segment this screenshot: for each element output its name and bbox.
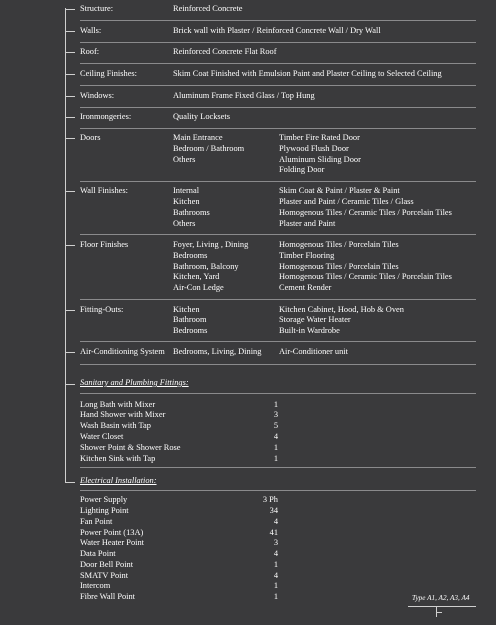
- aircon-finish: Air-Conditioner unit: [279, 347, 348, 356]
- wall-finish: Plaster and Paint: [279, 219, 336, 228]
- floor-area: Foyer, Living , Dining: [173, 240, 249, 249]
- bullet-tick: [65, 310, 75, 311]
- electrical-item-name: SMATV Point: [80, 571, 129, 580]
- sanitary-item-name: Shower Point & Shower Rose: [80, 443, 181, 452]
- floor-finish: Cement Render: [279, 283, 332, 292]
- bullet-tick: [65, 245, 75, 246]
- aircon-area: Bedrooms, Living, Dining: [173, 347, 262, 356]
- doors-finish: Timber Fire Rated Door: [279, 133, 360, 142]
- wall-area: Kitchen: [173, 197, 200, 206]
- electrical-item-name: Door Bell Point: [80, 560, 134, 569]
- floor-area: Bathroom, Balcony: [173, 262, 239, 271]
- spec-value-structure: Reinforced Concrete: [173, 4, 243, 13]
- electrical-item-qty: 4: [273, 571, 278, 580]
- divider: [80, 63, 476, 64]
- section-label-wall-finishes: Wall Finishes:: [80, 186, 128, 195]
- wall-area: Internal: [173, 186, 200, 195]
- spec-value-windows: Aluminum Frame Fixed Glass / Top Hung: [173, 91, 315, 100]
- electrical-item-name: Intercom: [80, 581, 111, 590]
- floor-finish: Homogenous Tiles / Porcelain Tiles: [279, 262, 399, 271]
- section-label-doors: Doors: [80, 133, 101, 142]
- fitting-area: Bathroom: [173, 315, 207, 324]
- spec-value-walls: Brick wall with Plaster / Reinforced Concrete Wall / Dry Wall: [173, 26, 381, 35]
- electrical-item-qty: 3 Ph: [262, 495, 278, 504]
- doors-area: Bedroom / Bathroom: [173, 144, 245, 153]
- section-label-aircon: Air-Conditioning System: [80, 347, 165, 356]
- divider: [80, 299, 476, 300]
- divider: [80, 467, 476, 468]
- floor-finish: Timber Flooring: [279, 251, 335, 260]
- divider: [80, 490, 476, 491]
- sanitary-item-name: Kitchen Sink with Tap: [80, 454, 156, 463]
- bullet-tick: [65, 52, 75, 53]
- divider: [80, 364, 476, 365]
- floor-area: Air-Con Ledge: [173, 283, 224, 292]
- divider: [80, 128, 476, 129]
- sanitary-item-qty: 3: [273, 410, 278, 419]
- fitting-finish: Kitchen Cabinet, Hood, Hob & Oven: [279, 305, 404, 314]
- divider: [80, 107, 476, 108]
- sanitary-heading: Sanitary and Plumbing Fittings:: [80, 378, 189, 387]
- section-label-floor-finishes: Floor Finishes: [80, 240, 129, 249]
- spec-value-ironmongeries: Quality Locksets: [173, 112, 230, 121]
- bullet-tick: [65, 138, 75, 139]
- sanitary-item-qty: 5: [273, 421, 278, 430]
- tag-underline: [408, 606, 476, 607]
- floor-finish: Homogenous Tiles / Porcelain Tiles: [279, 240, 399, 249]
- doors-area: Main Entrance: [173, 133, 223, 142]
- divider: [80, 393, 476, 394]
- wall-finish: Homogenous Tiles / Ceramic Tiles / Porcelain Tiles: [279, 208, 452, 217]
- sanitary-item-name: Long Bath with Mixer: [80, 400, 156, 409]
- spec-label-ceiling: Ceiling Finishes:: [80, 69, 138, 78]
- sanitary-item-name: Wash Basin with Tap: [80, 421, 151, 430]
- divider: [80, 42, 476, 43]
- spec-label-windows: Windows:: [80, 91, 115, 100]
- spec-label-ironmongeries: Ironmongeries:: [80, 112, 132, 121]
- wall-finish: Skim Coat & Paint / Plaster & Paint: [279, 186, 400, 195]
- fitting-finish: Storage Water Heater: [279, 315, 351, 324]
- electrical-item-qty: 4: [273, 549, 278, 558]
- sanitary-item-name: Water Closet: [80, 432, 124, 441]
- spec-label-structure: Structure:: [80, 4, 114, 13]
- fitting-area: Bedrooms: [173, 326, 208, 335]
- spec-value-ceiling: Skim Coat Finished with Emulsion Paint and Plaster Ceiling to Selected Ceiling: [173, 69, 442, 78]
- electrical-item-qty: 41: [269, 528, 278, 537]
- electrical-item-name: Data Point: [80, 549, 116, 558]
- doors-finish: Aluminum Sliding Door: [279, 155, 361, 164]
- wall-area: Bathrooms: [173, 208, 210, 217]
- bullet-tick: [65, 74, 75, 75]
- wall-area: Others: [173, 219, 196, 228]
- divider: [80, 234, 476, 235]
- bullet-tick: [65, 384, 75, 385]
- bullet-tick: [65, 96, 75, 97]
- floor-area: Bedrooms: [173, 251, 208, 260]
- divider: [80, 85, 476, 86]
- sanitary-item-qty: 1: [273, 443, 278, 452]
- divider: [80, 341, 476, 342]
- electrical-item-name: Lighting Point: [80, 506, 129, 515]
- section-label-fitting-outs: Fitting-Outs:: [80, 305, 124, 314]
- electrical-item-name: Power Point (13A): [80, 528, 144, 537]
- electrical-item-name: Fibre Wall Point: [80, 592, 136, 601]
- sanitary-item-qty: 1: [273, 454, 278, 463]
- floor-area: Kitchen, Yard: [173, 272, 220, 281]
- wall-finish: Plaster and Paint / Ceramic Tiles / Glass: [279, 197, 414, 206]
- bullet-tick: [65, 31, 75, 32]
- bullet-tick: [65, 117, 75, 118]
- doors-finish: Folding Door: [279, 165, 325, 174]
- electrical-item-name: Power Supply: [80, 495, 128, 504]
- unit-type-tag: Type A1, A2, A3, A4: [412, 594, 470, 602]
- bullet-tick: [65, 9, 75, 10]
- fitting-finish: Built-in Wardrobe: [279, 326, 340, 335]
- divider: [80, 20, 476, 21]
- sanitary-item-qty: 1: [273, 400, 278, 409]
- electrical-item-qty: 3: [273, 538, 278, 547]
- floor-finish: Homogenous Tiles / Ceramic Tiles / Porcelain Tiles: [279, 272, 452, 281]
- spec-label-walls: Walls:: [80, 26, 102, 35]
- doors-finish: Plywood Flush Door: [279, 144, 349, 153]
- spec-label-roof: Roof:: [80, 47, 100, 56]
- electrical-item-name: Water Heater Point: [80, 538, 144, 547]
- tag-tick: [436, 612, 442, 613]
- doors-area: Others: [173, 155, 196, 164]
- electrical-item-qty: 4: [273, 517, 278, 526]
- electrical-item-qty: 1: [273, 581, 278, 590]
- bullet-tick: [65, 191, 75, 192]
- divider: [80, 181, 476, 182]
- bullet-tick: [65, 482, 75, 483]
- fitting-area: Kitchen: [173, 305, 200, 314]
- bullet-tick: [65, 352, 75, 353]
- sanitary-item-qty: 4: [273, 432, 278, 441]
- spec-value-roof: Reinforced Concrete Flat Roof: [173, 47, 277, 56]
- electrical-heading: Electrical Installation:: [80, 476, 157, 485]
- electrical-item-qty: 1: [273, 560, 278, 569]
- electrical-item-qty: 34: [269, 506, 278, 515]
- electrical-item-qty: 1: [273, 592, 278, 601]
- sanitary-item-name: Hand Shower with Mixer: [80, 410, 166, 419]
- electrical-item-name: Fan Point: [80, 517, 113, 526]
